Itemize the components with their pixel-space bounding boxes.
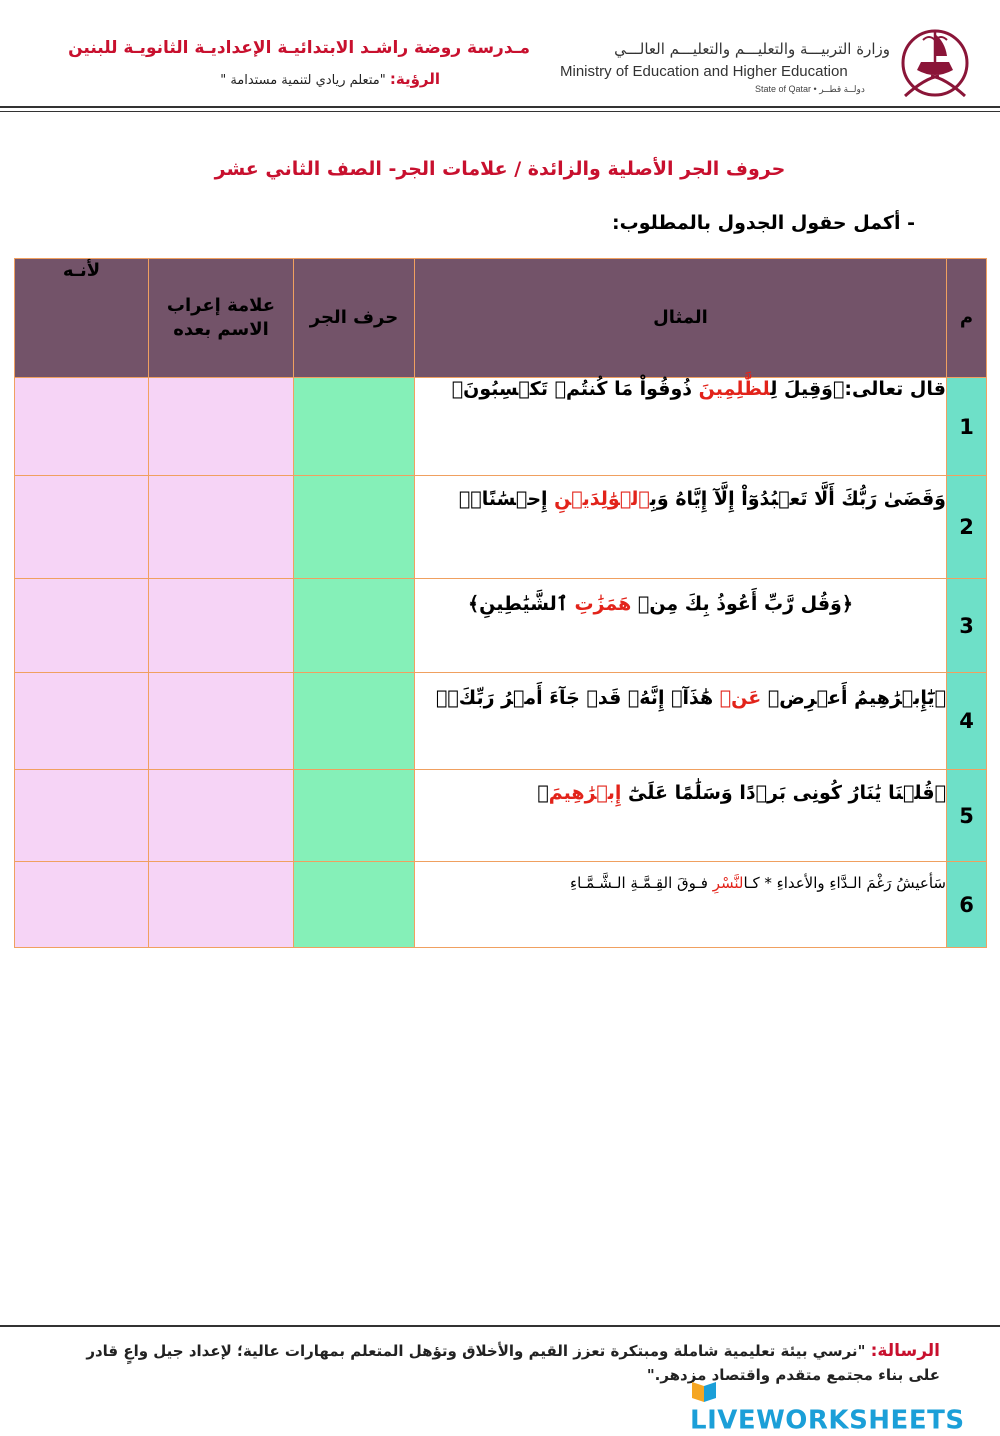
highlighted-word: إِبۡرَٰهِيمَ <box>548 782 622 804</box>
liveworksheets-watermark <box>690 1375 990 1436</box>
mark-answer-cell[interactable] <box>149 673 294 770</box>
mark-answer-cell[interactable] <box>149 378 294 476</box>
preposition-answer-cell[interactable] <box>294 862 415 948</box>
state-english: State of Qatar <box>755 84 812 94</box>
mark-answer-cell[interactable] <box>149 579 294 673</box>
table-row <box>15 579 987 673</box>
liveworksheets-logo-icon <box>690 1378 718 1404</box>
highlighted-word: ٱلۡوَٰلِدَيۡنِ <box>554 488 650 510</box>
table-row <box>15 476 987 579</box>
table-row <box>15 770 987 862</box>
preposition-answer-cell[interactable] <box>294 378 415 476</box>
mark-answer-cell[interactable] <box>149 770 294 862</box>
preposition-answer-cell[interactable] <box>294 579 415 673</box>
exercise-table <box>14 258 987 948</box>
example-text: ﴿قُلۡنَا يَٰنَارُ كُونِى بَرۡدًا وَسَلَٰمًا عَلَىٰٓ إِبۡرَٰهِيمَ﴾ <box>415 770 947 862</box>
footer-divider <box>0 1325 1000 1327</box>
because-answer-cell[interactable] <box>15 673 149 770</box>
because-answer-cell[interactable] <box>15 579 149 673</box>
example-text: ﴿وَقُل رَّبِّ أَعُوذُ بِكَ مِنۡ هَمَزَٰتِ ٱلشَّيَٰطِينِ﴾ <box>415 579 947 673</box>
because-answer-cell[interactable] <box>15 476 149 579</box>
state-arabic: دولــة قطــر <box>819 84 865 94</box>
row-number: 3 <box>947 579 987 673</box>
qatar-emblem-icon <box>895 18 975 103</box>
table-row <box>15 378 987 476</box>
page-header <box>0 0 1000 112</box>
mark-answer-cell[interactable] <box>149 476 294 579</box>
header-num: م <box>947 259 987 378</box>
example-text: سَأعيشُ رَغْمَ الـدَّاءِ والأعداءِ * كـالنَّسْرِ فـوقَ القِـمَّـةِ الـشَّـمَّـاءِ <box>415 862 947 948</box>
header-preposition: حرف الجر <box>294 259 415 378</box>
instruction-text: - أكمل حقول الجدول بالمطلوب: <box>612 212 915 234</box>
preposition-answer-cell[interactable] <box>294 476 415 579</box>
highlighted-word: لنَّسْرِ <box>712 874 744 892</box>
table-header-row <box>15 259 987 378</box>
vision-label: الرؤية: <box>389 70 440 88</box>
worksheet-title: حروف الجر الأصلية والزائدة / علامات الجر- الصف الثاني عشر <box>214 158 786 180</box>
example-text: ﴿يَٰٓإِبۡرَٰهِيمُ أَعۡرِضۡ عَنۡ هَٰذَآۖ إِنَّهُۥ قَدۡ جَآءَ أَمۡرُ رَبِّكَۖ﴾ <box>415 673 947 770</box>
row-number: 4 <box>947 673 987 770</box>
row-number: 2 <box>947 476 987 579</box>
table-row <box>15 673 987 770</box>
message-text: "نرسي بيئة تعليمية شاملة ومبتكرة تعزز القيم والأخلاق وتؤهل المتعلم بمهارات عالية؛ لإعداد جيل واعٍ قادر على بناء مجتمع متقدم واقتصاد مزدهر." <box>86 1342 940 1385</box>
example-text: قال تعالى:﴿وَقِيلَ لِلظَّٰلِمِينَ ذُوقُواْ مَا كُنتُمۡ تَكۡسِبُونَ﴾ <box>415 378 947 476</box>
because-answer-cell[interactable] <box>15 378 149 476</box>
preposition-answer-cell[interactable] <box>294 770 415 862</box>
preposition-answer-cell[interactable] <box>294 673 415 770</box>
highlighted-word: هَمَزَٰتِ <box>574 593 632 615</box>
state-of-qatar: State of Qatar • دولــة قطــر <box>755 84 865 94</box>
highlighted-word: عَنۡ <box>719 687 762 709</box>
header-divider <box>0 106 1000 108</box>
header-divider-thin <box>0 111 1000 112</box>
ministry-name-english: Ministry of Education and Higher Education <box>560 63 848 80</box>
vision-statement <box>190 70 440 88</box>
watermark-text: LIVEWORKSHEETS <box>690 1405 965 1436</box>
mark-answer-cell[interactable] <box>149 862 294 948</box>
because-answer-cell[interactable] <box>15 862 149 948</box>
example-text: وَقَضَىٰ رَبُّكَ أَلَّا تَعۡبُدُوٓاْ إِلَّآ إِيَّاهُ وَبِٱلۡوَٰلِدَيۡنِ إِحۡسَٰنًاۚ﴾ <box>415 476 947 579</box>
because-answer-cell[interactable] <box>15 770 149 862</box>
table-row <box>15 862 987 948</box>
header-mark: علامة إعراب الاسم بعده <box>149 259 294 378</box>
school-name: مـدرسة روضة راشـد الابتدائيـة الإعداديـة الثانويـة للبنين <box>68 38 530 58</box>
message-label: الرسالة: <box>870 1341 940 1361</box>
header-because: لأنـه <box>15 259 149 378</box>
vision-text: "متعلم ريادي لتنمية مستدامة " <box>220 73 386 88</box>
row-number: 5 <box>947 770 987 862</box>
ministry-name-arabic: وزارة التربيـــة والتعليـــم والتعليـــم العالـــي <box>614 40 890 58</box>
highlighted-word: لظَّٰلِمِينَ <box>698 378 771 400</box>
header-example: المثال <box>415 259 947 378</box>
row-number: 6 <box>947 862 987 948</box>
row-number: 1 <box>947 378 987 476</box>
